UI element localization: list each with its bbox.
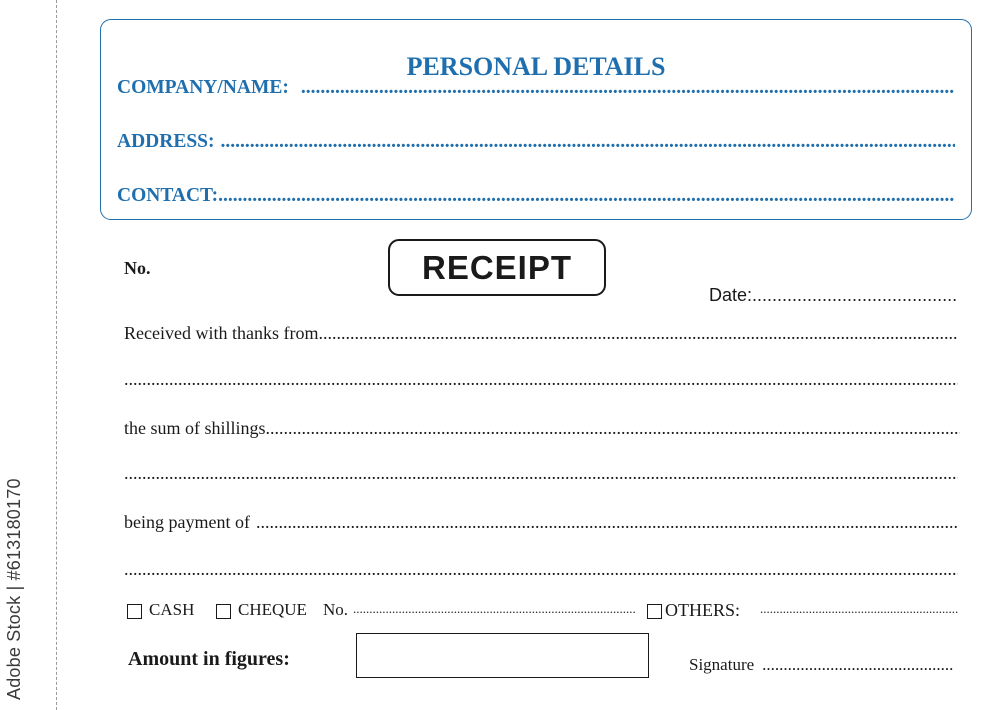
receipt-title-badge bbox=[388, 239, 606, 296]
others-label: OTHERS: bbox=[665, 600, 741, 620]
contact-label: CONTACT: bbox=[117, 185, 219, 206]
received-from-dotted-line bbox=[318, 323, 958, 344]
payment-of-dotted-line bbox=[256, 512, 958, 533]
receipt-number-label: No. bbox=[124, 258, 151, 278]
cheque-number-label: No. bbox=[323, 600, 349, 619]
address-field[interactable] bbox=[117, 131, 955, 153]
personal-details-title: PERSONAL DETAILS bbox=[406, 52, 666, 81]
sum-of-shillings-field[interactable] bbox=[124, 418, 960, 439]
sum-of-shillings-label: the sum of shillings bbox=[124, 418, 266, 438]
signature-field[interactable] bbox=[689, 655, 953, 675]
received-from-label: Received with thanks from bbox=[124, 323, 319, 343]
received-from-continuation-field[interactable] bbox=[124, 369, 958, 390]
others-checkbox[interactable] bbox=[647, 604, 662, 619]
cheque-checkbox[interactable] bbox=[216, 604, 231, 619]
company-name-field[interactable] bbox=[117, 77, 955, 99]
date-dotted-line bbox=[752, 285, 957, 306]
received-from-continuation-dotted-line bbox=[124, 369, 958, 390]
received-from-field[interactable] bbox=[124, 323, 958, 344]
perforation-line bbox=[56, 0, 57, 710]
sum-of-shillings-dotted-line bbox=[266, 418, 960, 439]
date-field[interactable] bbox=[709, 285, 957, 306]
sum-continuation-field[interactable] bbox=[124, 463, 958, 484]
amount-in-figures-label: Amount in figures: bbox=[128, 648, 290, 670]
contact-dotted-line bbox=[218, 185, 955, 207]
stock-watermark: Adobe Stock | #613180170 bbox=[4, 478, 24, 700]
sum-continuation-dotted-line bbox=[124, 463, 958, 484]
company-name-label: COMPANY/NAME: bbox=[117, 77, 289, 98]
cash-label: CASH bbox=[149, 600, 195, 619]
cash-checkbox[interactable] bbox=[127, 604, 142, 619]
signature-dotted-line bbox=[762, 655, 953, 675]
cheque-label: CHEQUE bbox=[238, 600, 307, 619]
address-label: ADDRESS: bbox=[117, 131, 215, 152]
company-name-dotted-line bbox=[301, 77, 955, 99]
amount-in-figures-box[interactable] bbox=[356, 633, 649, 678]
payment-method-row bbox=[127, 600, 958, 624]
signature-label: Signature bbox=[689, 655, 755, 674]
address-dotted-line bbox=[221, 131, 955, 153]
payment-continuation-field[interactable] bbox=[124, 559, 958, 580]
date-label: Date: bbox=[709, 285, 753, 305]
payment-of-label: being payment of bbox=[124, 512, 250, 532]
contact-field[interactable] bbox=[117, 185, 955, 207]
cheque-number-dotted-line[interactable] bbox=[353, 601, 636, 617]
payment-of-field[interactable] bbox=[124, 512, 958, 533]
payment-continuation-dotted-line bbox=[124, 559, 958, 580]
others-dotted-line[interactable] bbox=[760, 601, 958, 617]
receipt-title: RECEIPT bbox=[421, 248, 573, 286]
